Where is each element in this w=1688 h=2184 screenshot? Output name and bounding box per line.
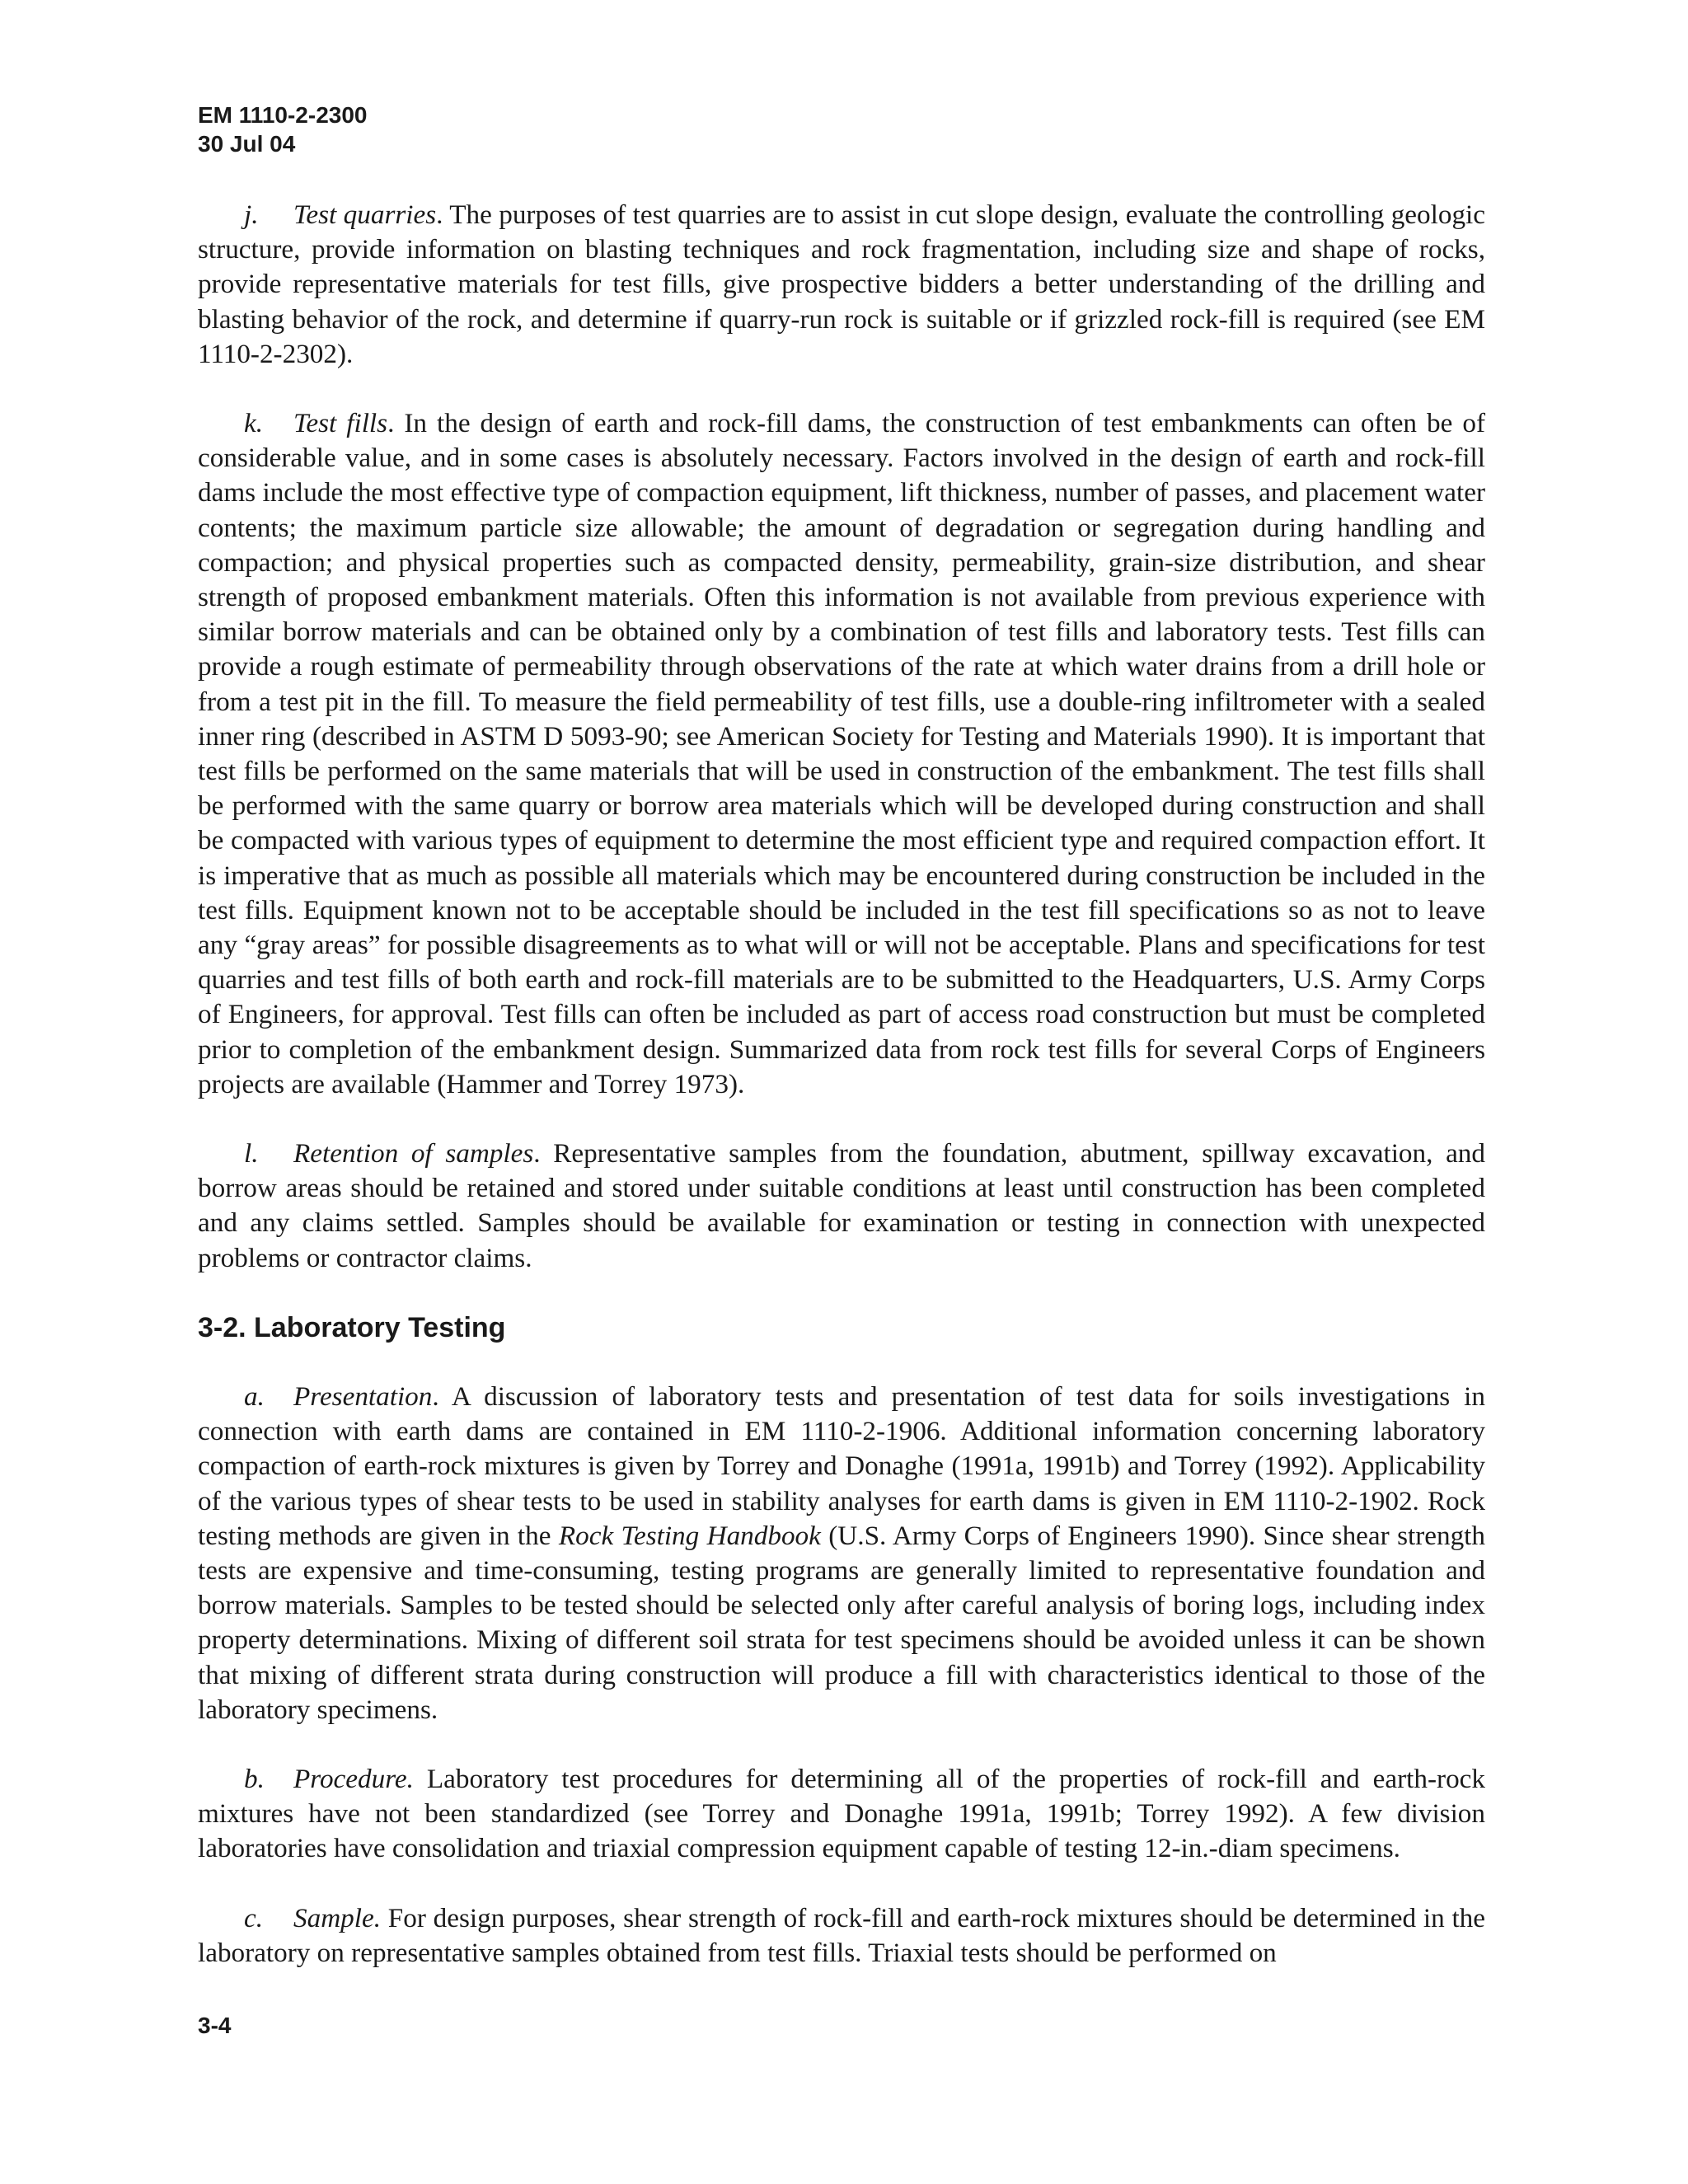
paragraph-topic: Test quarries — [293, 199, 437, 230]
paragraph-topic: Test fills — [293, 408, 388, 439]
paragraph-c — [198, 1901, 1485, 1971]
paragraph-k — [198, 406, 1485, 1102]
paragraph-a — [198, 1380, 1485, 1727]
paragraph-marker: l. — [244, 1138, 259, 1169]
paragraph-topic: Sample. — [293, 1902, 381, 1933]
paragraph-l — [198, 1137, 1485, 1276]
page-number: 3-4 — [198, 2013, 232, 2038]
paragraph-text: For design purposes, shear strength of rock-fill and earth-rock mixtures should be determined in the laboratory on representative samples obtained from test fills. Triaxial tests should be performed on — [198, 1902, 1485, 1968]
paragraph-j — [198, 198, 1485, 372]
document-id: EM 1110-2-2300 — [198, 102, 368, 128]
document-header — [198, 101, 368, 158]
book-title: Rock Testing Handbook — [558, 1520, 821, 1551]
paragraph-marker: c. — [244, 1902, 264, 1933]
paragraph-topic: Presentation — [293, 1380, 433, 1412]
paragraph-text: . Representative samples from the foundation, abutment, spillway excavation, and borrow areas should be retained and stored under suitable conditions at least until construction has been completed and any claims settled. Samples should be available for examination or testing in connection with unexpected problems or contractor claims. — [198, 1138, 1485, 1273]
paragraph-text: . The purposes of test quarries are to assist in cut slope design, evaluate the controlling geologic structure, provide information on blasting techniques and rock fragmentation, including size and shape of rocks, provide representative materials for test fills, give prospective bidders a better understanding of the drilling and blasting behavior of the rock, and determine if quarry-run rock is suitable or if grizzled rock-fill is required (see EM 1110-2-2302). — [198, 199, 1485, 369]
paragraph-marker: b. — [244, 1763, 265, 1794]
paragraph-text-continued: (U.S. Army Corps of Engineers 1990). Since shear strength tests are expensive and time-consuming, testing programs are generally limited to representative foundation and borrow materials. Samples to be tested should be selected only after careful analysis of boring logs, including index property determinations. Mixing of different soil strata for test specimens should be avoided unless it can be shown that mixing of different strata during construction will produce a fill with characteristics identical to those of the laboratory specimens. — [198, 1520, 1485, 1725]
paragraph-text: Laboratory test procedures for determining all of the properties of rock-fill and earth-rock mixtures have not been standardized (see Torrey and Donaghe 1991a, 1991b; Torrey 1992). A few division laboratories have consolidation and triaxial compression equipment capable of testing 12-in.-diam specimens. — [198, 1763, 1485, 1864]
body-text — [198, 198, 1485, 2005]
paragraph-topic: Procedure. — [293, 1763, 414, 1794]
paragraph-text: . In the design of earth and rock-fill dams, the construction of test embankments can often be of considerable value, and in some cases is absolutely necessary. Factors involved in the design of earth and rock-fill dams include the most effective type of compaction equipment, lift thickness, number of passes, and placement water contents; the maximum particle size allowable; the amount of degradation or segregation during handling and compaction; and physical properties such as compacted density, permeability, grain-size distribution, and shear strength of proposed embankment materials. Often this information is not available from previous experience with similar borrow materials and can be obtained only by a combination of test fills and laboratory tests. Test fills can provide a rough estimate of permeability through observations of the rate at which water drains from a drill hole or from a test pit in the fill. To measure the field permeability of test fills, use a double-ring infiltrometer with a sealed inner ring (described in ASTM D 5093-90; see American Society for Testing and Materials 1990). It is important that test fills be performed on the same materials that will be used in construction of the embankment. The test fills shall be performed with the same quarry or borrow area materials which will be developed during construction and shall be compacted with various types of equipment to determine the most efficient type and required compaction effort. It is imperative that as much as possible all materials which may be encountered during construction be included in the test fills. Equipment known not to be acceptable should be included in the test fill specifications so as not to leave any “gray areas” for possible disagreements as to what will or will not be acceptable. Plans and specifications for test quarries and test fills of both earth and rock-fill materials are to be submitted to the Headquarters, U.S. Army Corps of Engineers, for approval. Test fills can often be included as part of access road construction but must be completed prior to completion of the embankment design. Summarized data from rock test fills for several Corps of Engineers projects are available (Hammer and Torrey 1973). — [198, 408, 1485, 1099]
paragraph-topic: Retention of samples — [293, 1138, 534, 1169]
paragraph-b — [198, 1762, 1485, 1867]
paragraph-marker: k. — [244, 408, 264, 439]
paragraph-marker: j. — [244, 199, 259, 230]
paragraph-text: . A discussion of laboratory tests and presentation of test data for soils investigations in connection with earth dams are contained in EM 1110-2-1906. Additional information concerning laboratory compaction of earth-rock mixtures is given by Torrey and Donaghe (1991a, 1991b) and Torrey (1992). Applicability of the various types of shear tests to be used in stability analyses for earth dams is given in EM 1110-2-1902. Rock testing methods are given in the — [198, 1380, 1485, 1551]
document-date: 30 Jul 04 — [198, 131, 296, 157]
paragraph-marker: a. — [244, 1380, 265, 1412]
section-heading: 3-2. Laboratory Testing — [198, 1311, 506, 1343]
